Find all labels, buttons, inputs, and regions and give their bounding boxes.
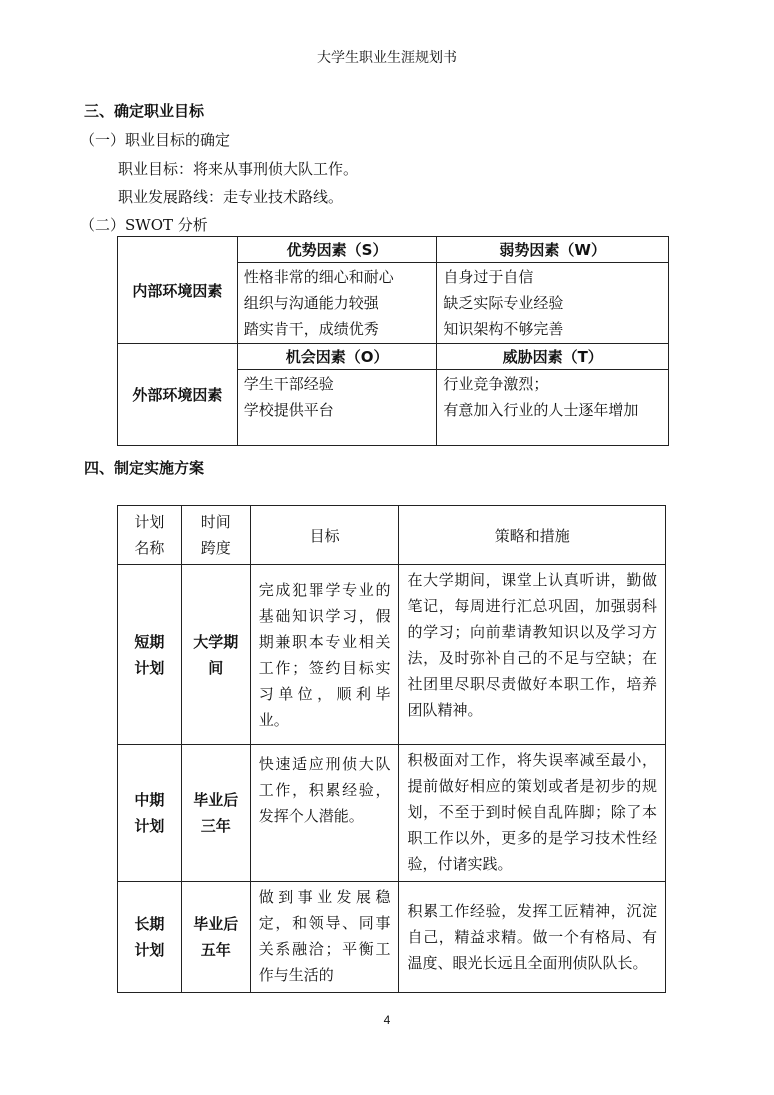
- list-item: 性格非常的细心和耐心: [243, 268, 394, 286]
- threats-list: [437, 370, 669, 446]
- cell-text: 长期: [134, 915, 165, 933]
- header-text: 计划: [134, 513, 165, 531]
- career-goal: 职业目标：将来从事刑侦大队工作。: [118, 160, 359, 178]
- career-path: 职业发展路线：走专业技术路线。: [118, 188, 344, 206]
- table-row: [118, 882, 666, 993]
- page-number: 4: [383, 1013, 391, 1027]
- cell-text: 短期: [134, 632, 165, 651]
- row-plan-name: [118, 745, 182, 882]
- row-time-span: [181, 565, 250, 745]
- page-header: 大学生职业生涯规划书: [317, 50, 457, 66]
- strengths-title: 优势因素（S）: [237, 237, 437, 263]
- row-goal: [250, 882, 399, 993]
- row-time-span: [181, 745, 250, 882]
- cell-text: 中期: [134, 791, 165, 809]
- list-item: 学生干部经验: [243, 375, 334, 393]
- row-plan-name: [118, 882, 182, 993]
- row-strategy: [399, 882, 666, 993]
- table-row: [118, 745, 666, 882]
- plan-table: [117, 505, 666, 993]
- threats-title: 威胁因素（T）: [437, 344, 669, 370]
- cell-text: 大学期: [193, 632, 239, 651]
- header-text: 名称: [134, 539, 165, 557]
- row-strategy: [399, 565, 666, 745]
- section-3-title: 三、确定职业目标: [84, 102, 205, 120]
- subsection-2-title: （二）SWOT 分析: [80, 216, 208, 234]
- row-time-span: [181, 882, 250, 993]
- opportunities-title: 机会因素（O）: [237, 344, 437, 370]
- goal-text: 做到事业发展稳定，和领导、同事关系融洽；平衡工作与生活的: [258, 888, 391, 984]
- header-time-span: [181, 506, 250, 565]
- list-item: 自身过于自信: [443, 268, 534, 286]
- header-goal: 目标: [250, 506, 399, 565]
- weaknesses-list: [437, 263, 669, 344]
- internal-factors-label: 内部环境因素: [118, 237, 238, 344]
- swot-table: [117, 236, 669, 446]
- table-row: [118, 565, 666, 745]
- list-item: 知识架构不够完善: [443, 320, 564, 338]
- strategy-text: 在大学期间，课堂上认真听讲，勤做笔记，每周进行汇总巩固，加强弱科的学习；向前辈请教知识以及学习方法，及时弥补自己的不足与空缺；在社团里尽职尽责做好本职工作，培养团队精神。: [407, 571, 657, 719]
- strategy-text: 积累工作经验，发挥工匠精神，沉淀自己，精益求精。做一个有格局、有温度、眼光长远且全面刑侦队队长。: [407, 902, 657, 972]
- cell-text: 计划: [134, 817, 165, 835]
- cell-text: 毕业后: [193, 915, 239, 933]
- list-item: 行业竞争激烈；: [443, 375, 549, 393]
- list-item: 组织与沟通能力较强: [243, 294, 379, 312]
- list-item: 学校提供平台: [243, 401, 334, 419]
- weaknesses-title: 弱势因素（W）: [437, 237, 669, 263]
- section-4-title: 四、制定实施方案: [84, 459, 205, 477]
- goal-text: 快速适应刑侦大队工作，积累经验，发挥个人潜能。: [258, 755, 391, 825]
- row-strategy: [399, 745, 666, 882]
- row-goal: [250, 745, 399, 882]
- cell-text: 毕业后: [193, 791, 239, 809]
- row-plan-name: [118, 565, 182, 745]
- row-goal: [250, 565, 399, 745]
- list-item: 缺乏实际专业经验: [443, 294, 564, 312]
- list-item: 踏实肯干，成绩优秀: [243, 320, 379, 338]
- cell-text: 五年: [200, 941, 231, 959]
- cell-text: 计划: [134, 658, 165, 677]
- header-text: 时间: [200, 513, 231, 531]
- opportunities-list: [237, 370, 437, 446]
- strategy-text: 积极面对工作，将失误率减至最小，提前做好相应的策划或者是初步的规划，不至于到时候自乱阵脚；除了本职工作以外，更多的是学习技术性经验，付诸实践。: [407, 751, 657, 873]
- header-plan-name: [118, 506, 182, 565]
- cell-text: 三年: [200, 817, 231, 835]
- goal-text: 完成犯罪学专业的基础知识学习，假期兼职本专业相关工作；签约目标实习单位，顺利毕业。: [258, 580, 391, 729]
- subsection-1-title: （一）职业目标的确定: [80, 131, 231, 149]
- list-item: 有意加入行业的人士逐年增加: [443, 401, 639, 419]
- header-text: 跨度: [200, 539, 231, 557]
- header-strategy: 策略和措施: [399, 506, 666, 565]
- external-factors-label: 外部环境因素: [118, 344, 238, 446]
- cell-text: 计划: [134, 941, 165, 959]
- cell-text: 间: [208, 658, 224, 677]
- strengths-list: [237, 263, 437, 344]
